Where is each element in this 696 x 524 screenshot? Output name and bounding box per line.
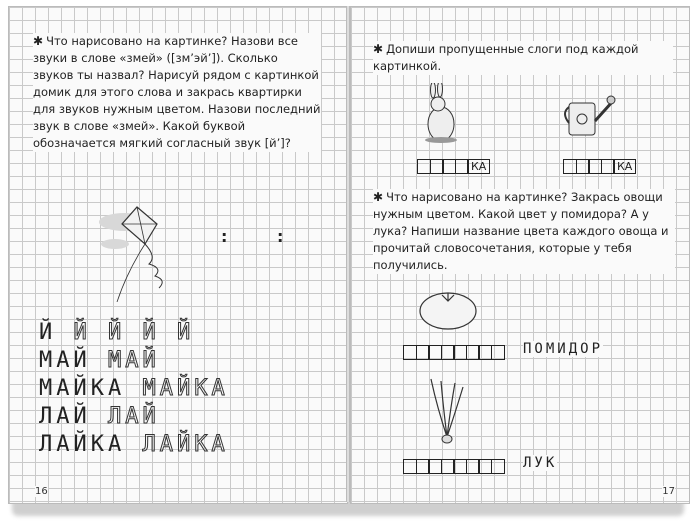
- task-syllables: [373, 41, 673, 75]
- kite-picture: [97, 202, 183, 302]
- hare-ending: КА: [467, 159, 490, 174]
- left-page: [8, 6, 348, 504]
- task-kite: [33, 33, 321, 152]
- page-number-right: 17: [662, 486, 675, 497]
- writing-row-3: [39, 376, 229, 401]
- row-1-dotted: Й Й Й Й: [73, 320, 195, 345]
- task-vegetables: [373, 189, 675, 274]
- writing-row-5: [39, 432, 229, 457]
- word-onion: ЛУК: [523, 455, 558, 471]
- writing-row-4: [39, 404, 160, 429]
- can-answer-boxes[interactable]: [563, 159, 635, 174]
- tomato-picture: [417, 287, 479, 331]
- row-2-solid: МАЙ: [39, 348, 91, 373]
- tomato-answer-boxes[interactable]: [403, 345, 503, 360]
- row-5-solid: ЛАЙКА: [39, 432, 126, 457]
- task-kite-text: Что нарисовано на картинке? Назови все звуки в слове «змей» ([зм’эй’]). Сколько звуков ты назвал? Нарисуй рядом с картинкой домик для этого слова и закрась квартирки для звуков нужным цветом. Назови последний звук в слове «змей». Какой буквой обозначается мягкий согласный звук [й’]?: [33, 34, 321, 150]
- writing-row-2: [39, 348, 160, 373]
- hare-picture: [421, 83, 461, 145]
- open-workbook: [8, 6, 688, 506]
- can-ending: КА: [613, 159, 636, 174]
- task-vegetables-text: Что нарисовано на картинке? Закрась овощи нужным цветом. Какой цвет у помидора? А у лука? Напиши название цвета каждого овоща и прочитай словосочетания, которые у тебя получились.: [373, 190, 669, 272]
- page-number-left: 16: [35, 486, 48, 497]
- right-page: [350, 6, 690, 504]
- writing-row-1: [39, 320, 194, 345]
- watering-can-picture: [561, 91, 621, 141]
- row-4-dotted: ЛАЙ: [108, 404, 160, 429]
- word-tomato: ПОМИДОР: [523, 341, 604, 357]
- hare-answer-boxes[interactable]: [417, 159, 489, 174]
- task-syllables-text: Допиши пропущенные слоги под каждой картинкой.: [373, 42, 639, 73]
- star-icon: ✱: [373, 42, 384, 56]
- row-2-dotted: МАЙ: [108, 348, 160, 373]
- row-5-dotted: ЛАЙКА: [142, 432, 229, 457]
- dots-1: :: [221, 227, 228, 246]
- onion-answer-boxes[interactable]: [403, 459, 503, 474]
- row-3-dotted: МАЙКА: [142, 376, 229, 401]
- row-3-solid: МАЙКА: [39, 376, 126, 401]
- row-4-solid: ЛАЙ: [39, 404, 91, 429]
- dots-2: :: [277, 227, 284, 246]
- star-icon: ✱: [373, 190, 384, 204]
- onion-picture: [427, 377, 467, 447]
- row-1-solid: Й: [39, 320, 57, 345]
- star-icon: ✱: [33, 34, 44, 48]
